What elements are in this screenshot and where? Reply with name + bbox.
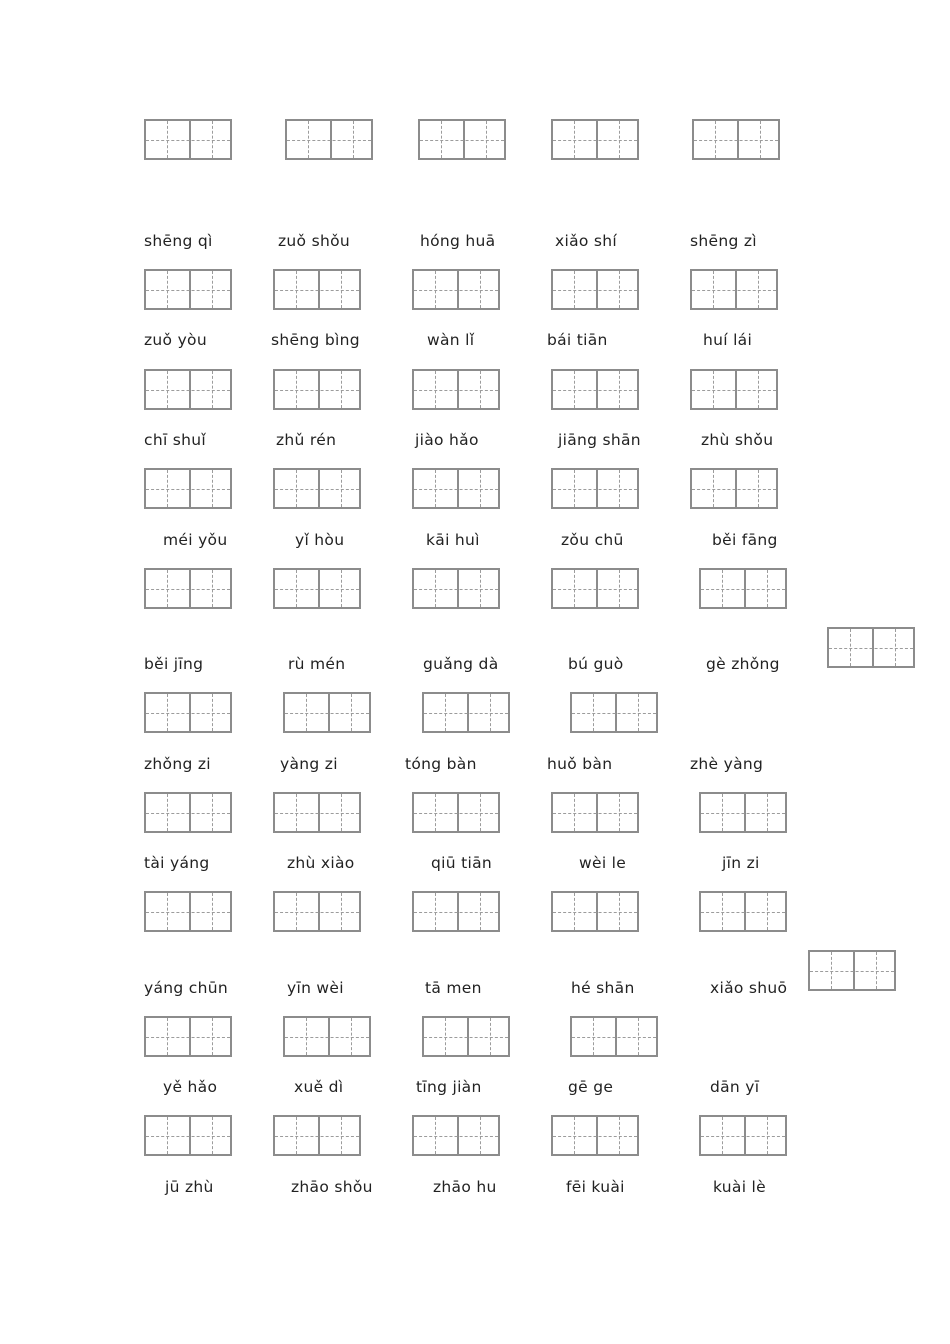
pinyin-label: wàn lǐ (427, 331, 475, 349)
writing-grid[interactable] (808, 950, 896, 991)
writing-grid[interactable] (412, 568, 500, 609)
pinyin-label: xuě dì (294, 1078, 344, 1096)
pinyin-label: qiū tiān (431, 854, 493, 872)
pinyin-label: shēng bìng (271, 331, 360, 349)
pinyin-label: kāi huì (426, 531, 480, 549)
pinyin-label: zhè yàng (690, 755, 764, 773)
writing-grid[interactable] (551, 891, 639, 932)
writing-grid[interactable] (273, 369, 361, 410)
pinyin-label: rù mén (288, 655, 346, 673)
writing-grid[interactable] (273, 1115, 361, 1156)
pinyin-label: shēng zì (690, 232, 757, 250)
pinyin-label: zuǒ shǒu (278, 232, 350, 250)
writing-grid[interactable] (551, 1115, 639, 1156)
writing-grid[interactable] (273, 568, 361, 609)
writing-grid[interactable] (144, 468, 232, 509)
writing-grid[interactable] (551, 468, 639, 509)
writing-grid[interactable] (551, 369, 639, 410)
pinyin-label: yáng chūn (144, 979, 228, 997)
writing-grid[interactable] (144, 119, 232, 160)
writing-grid[interactable] (144, 369, 232, 410)
writing-grid[interactable] (412, 792, 500, 833)
writing-grid[interactable] (144, 1115, 232, 1156)
pinyin-label: dān yī (710, 1078, 760, 1096)
pinyin-label: méi yǒu (163, 531, 228, 549)
writing-grid[interactable] (692, 119, 780, 160)
pinyin-label: zhǔ rén (276, 431, 337, 449)
writing-grid[interactable] (144, 1016, 232, 1057)
pinyin-label: kuài lè (713, 1178, 766, 1196)
pinyin-label: yàng zi (280, 755, 338, 773)
writing-grid[interactable] (699, 568, 787, 609)
writing-grid[interactable] (699, 1115, 787, 1156)
writing-grid[interactable] (144, 568, 232, 609)
pinyin-label: xiǎo shuō (710, 979, 788, 997)
pinyin-label: jīn zi (722, 854, 760, 872)
pinyin-label: xiǎo shí (555, 232, 617, 250)
pinyin-label: tā men (425, 979, 482, 997)
pinyin-label: zuǒ yòu (144, 331, 207, 349)
writing-grid[interactable] (570, 692, 658, 733)
pinyin-label: huǒ bàn (547, 755, 613, 773)
pinyin-label: bái tiān (547, 331, 608, 349)
pinyin-label: gè zhǒng (706, 655, 780, 673)
pinyin-label: bú guò (568, 655, 624, 673)
writing-grid[interactable] (690, 269, 778, 310)
writing-grid[interactable] (699, 891, 787, 932)
writing-grid[interactable] (412, 891, 500, 932)
writing-grid[interactable] (144, 269, 232, 310)
writing-grid[interactable] (144, 792, 232, 833)
pinyin-label: zhù xiào (287, 854, 355, 872)
pinyin-label: gē ge (568, 1078, 614, 1096)
pinyin-label: hé shān (571, 979, 635, 997)
writing-grid[interactable] (273, 891, 361, 932)
writing-grid[interactable] (551, 792, 639, 833)
pinyin-label: jū zhù (165, 1178, 214, 1196)
pinyin-label: wèi le (579, 854, 627, 872)
writing-grid[interactable] (412, 468, 500, 509)
pinyin-label: chī shuǐ (144, 431, 207, 449)
writing-grid[interactable] (283, 1016, 371, 1057)
pinyin-label: zǒu chū (561, 531, 624, 549)
pinyin-label: tóng bàn (405, 755, 477, 773)
writing-grid[interactable] (690, 468, 778, 509)
pinyin-label: yě hǎo (163, 1078, 218, 1096)
pinyin-label: jiào hǎo (415, 431, 479, 449)
pinyin-label: tīng jiàn (416, 1078, 482, 1096)
writing-grid[interactable] (570, 1016, 658, 1057)
pinyin-label: tài yáng (144, 854, 210, 872)
pinyin-label: zhāo shǒu (291, 1178, 373, 1196)
writing-grid[interactable] (699, 792, 787, 833)
writing-grid[interactable] (412, 269, 500, 310)
writing-grid[interactable] (551, 568, 639, 609)
writing-grid[interactable] (418, 119, 506, 160)
writing-grid[interactable] (412, 369, 500, 410)
writing-grid[interactable] (422, 1016, 510, 1057)
pinyin-label: yīn wèi (287, 979, 344, 997)
writing-grid[interactable] (827, 627, 915, 668)
pinyin-label: jiāng shān (558, 431, 641, 449)
writing-grid[interactable] (551, 269, 639, 310)
writing-grid[interactable] (273, 792, 361, 833)
writing-grid[interactable] (285, 119, 373, 160)
pinyin-label: běi jīng (144, 655, 204, 673)
pinyin-label: shēng qì (144, 232, 213, 250)
pinyin-label: běi fāng (712, 531, 778, 549)
writing-grid[interactable] (273, 269, 361, 310)
writing-grid[interactable] (144, 891, 232, 932)
pinyin-label: zhāo hu (433, 1178, 497, 1196)
writing-grid[interactable] (422, 692, 510, 733)
writing-grid[interactable] (551, 119, 639, 160)
writing-grid[interactable] (283, 692, 371, 733)
writing-grid[interactable] (412, 1115, 500, 1156)
writing-grid[interactable] (144, 692, 232, 733)
pinyin-label: zhù shǒu (701, 431, 774, 449)
pinyin-label: guǎng dà (423, 655, 499, 673)
pinyin-label: zhǒng zi (144, 755, 211, 773)
pinyin-label: hóng huā (420, 232, 496, 250)
writing-grid[interactable] (273, 468, 361, 509)
writing-grid[interactable] (690, 369, 778, 410)
pinyin-label: fēi kuài (566, 1178, 625, 1196)
pinyin-label: huí lái (703, 331, 753, 349)
pinyin-label: yǐ hòu (295, 531, 345, 549)
